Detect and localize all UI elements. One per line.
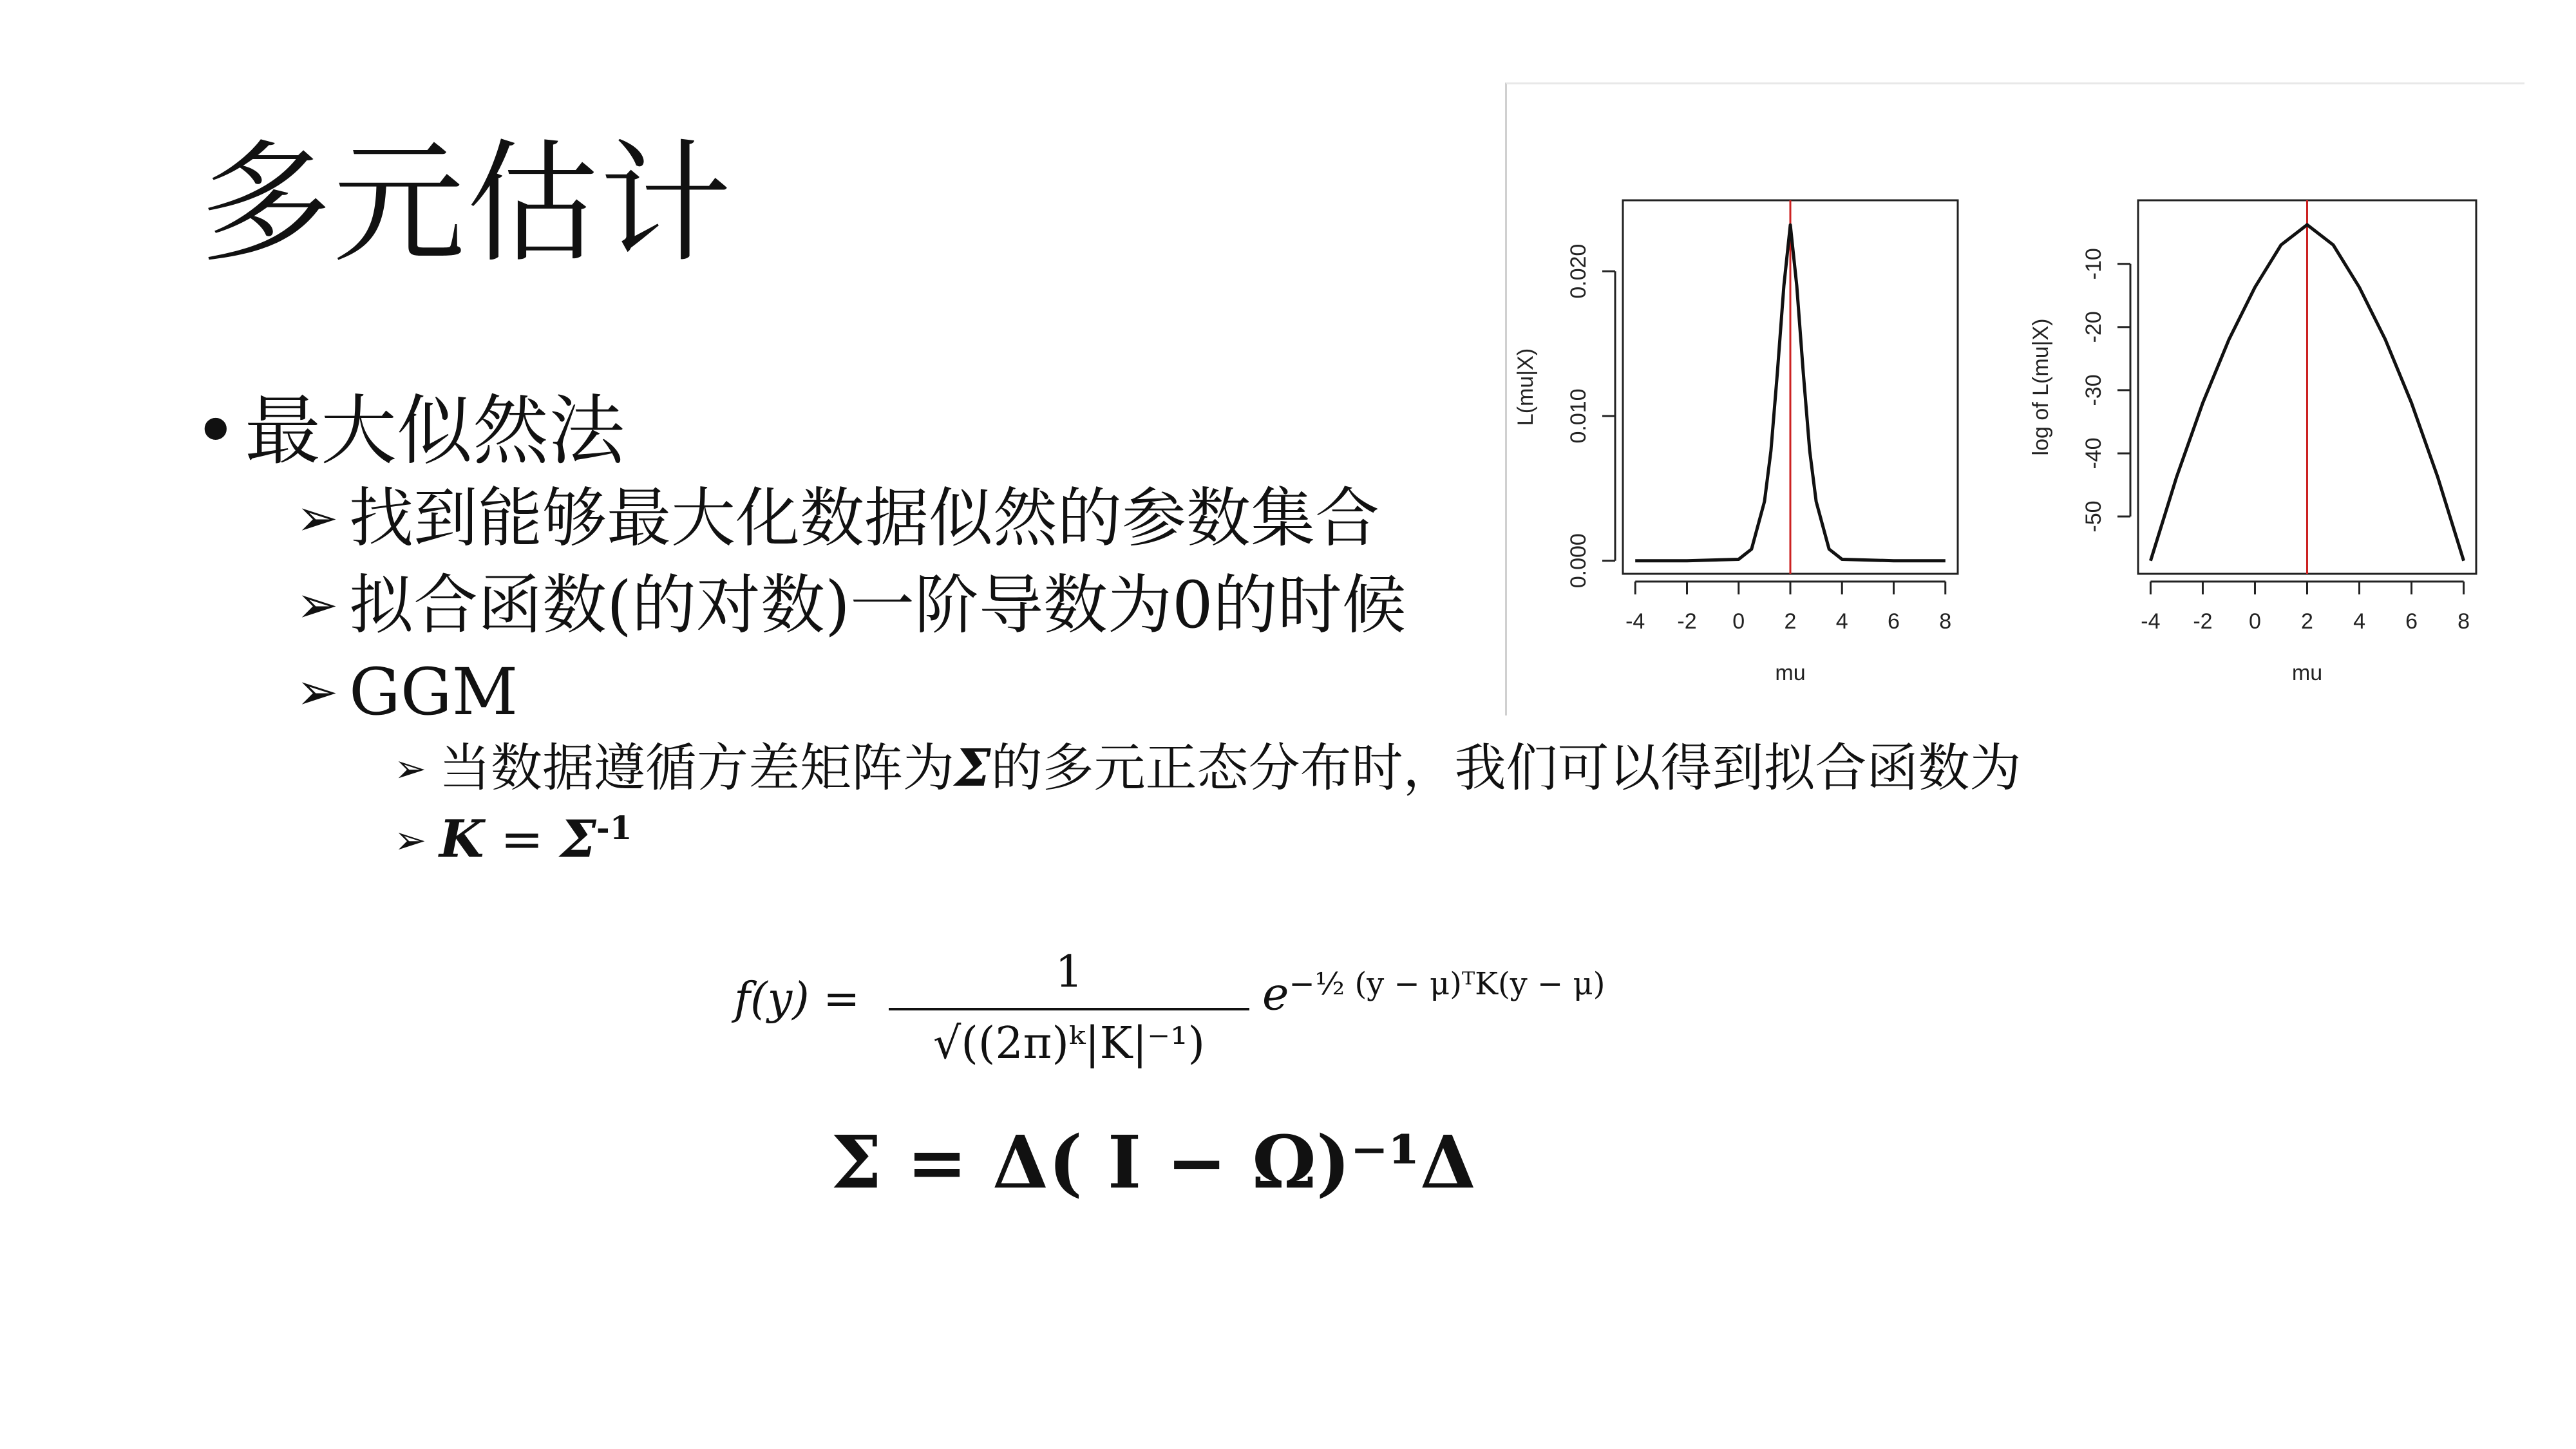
x-tick-label: 2 — [2301, 609, 2313, 634]
x-tick-label: 6 — [2405, 609, 2418, 634]
arrow-icon: ➢ — [394, 817, 427, 863]
y-tick-label: 0.000 — [1566, 533, 1591, 589]
formula-base: e — [1262, 967, 1289, 1021]
subitem-1-text: 找到能够最大化数据似然的参数集合 — [349, 480, 1379, 556]
equals-sign: = — [484, 809, 560, 869]
formula-denominator: √((2π)ᵏ|K|⁻¹) — [933, 1018, 1205, 1069]
y-tick-label: 0.010 — [1566, 388, 1591, 444]
arrow-icon: ➢ — [296, 576, 339, 634]
x-tick-label: -2 — [2193, 609, 2213, 634]
slide-title: 多元估计 — [200, 128, 733, 281]
subsubitem-1-after: 的多元正态分布时，我们可以得到拟合函数为 — [990, 738, 2022, 798]
y-tick-label: -40 — [2081, 437, 2106, 469]
x-tick-label: 8 — [2458, 609, 2470, 634]
likelihood-figure — [1505, 82, 2524, 715]
x-tick-label: 0 — [2249, 609, 2261, 634]
formula-lhs: f(y) = — [734, 974, 860, 1025]
subitem-3-text: GGM — [349, 654, 518, 730]
sigma-symbol: Σ — [560, 808, 596, 869]
y-axis-label: log of L(mu|X) — [2029, 318, 2053, 456]
y-tick-label: -50 — [2081, 500, 2106, 533]
subsubitem-2 — [394, 810, 632, 868]
bullet-marker: • — [193, 386, 238, 475]
x-tick-label: 0 — [1732, 609, 1745, 634]
x-tick-label: 4 — [2353, 609, 2365, 634]
sigma-decomposition-formula: Σ = Δ( I − Ω)⁻¹Δ — [831, 1121, 1476, 1205]
arrow-icon: ➢ — [296, 489, 339, 547]
y-tick-label: 0.020 — [1566, 243, 1591, 299]
y-tick-label: -30 — [2081, 374, 2106, 406]
subsubitem-1 — [394, 739, 2022, 797]
x-axis-label: mu — [1775, 661, 1806, 685]
subitem-3 — [296, 654, 518, 730]
likelihood-plots — [1507, 84, 2524, 715]
x-tick-label: -4 — [2141, 609, 2161, 634]
x-tick-label: -4 — [1625, 609, 1645, 634]
formula-exponent: −½ (y − μ)ᵀK(y − μ) — [1289, 966, 1605, 1002]
y-tick-label: -20 — [2081, 311, 2106, 343]
y-tick-label: -10 — [2081, 248, 2106, 280]
sigma-symbol: Σ — [954, 737, 991, 798]
y-axis-label: L(mu|X) — [1513, 348, 1538, 426]
x-tick-label: 2 — [1784, 609, 1797, 634]
inverse-exponent: -1 — [596, 809, 632, 847]
formula-numerator: 1 — [1055, 947, 1083, 998]
bullet-mle-text: 最大似然法 — [245, 386, 625, 475]
x-tick-label: 6 — [1888, 609, 1900, 634]
bullet-mle — [193, 386, 625, 475]
subitem-1 — [296, 480, 1379, 556]
k-symbol: K — [439, 808, 484, 869]
arrow-icon: ➢ — [394, 746, 427, 791]
x-axis-label: mu — [2291, 661, 2323, 685]
subitem-2-text: 拟合函数(的对数)一阶导数为0的时候 — [349, 567, 1406, 643]
x-tick-label: 4 — [1835, 609, 1848, 634]
subitem-2 — [296, 567, 1406, 643]
x-tick-label: -2 — [1677, 609, 1697, 634]
formula-fraction — [889, 947, 1249, 1069]
arrow-icon: ➢ — [296, 663, 339, 721]
x-tick-label: 8 — [1939, 609, 1952, 634]
subsubitem-1-before: 当数据遵循方差矩阵为 — [439, 738, 954, 798]
formula-exponential — [1262, 966, 1605, 1021]
